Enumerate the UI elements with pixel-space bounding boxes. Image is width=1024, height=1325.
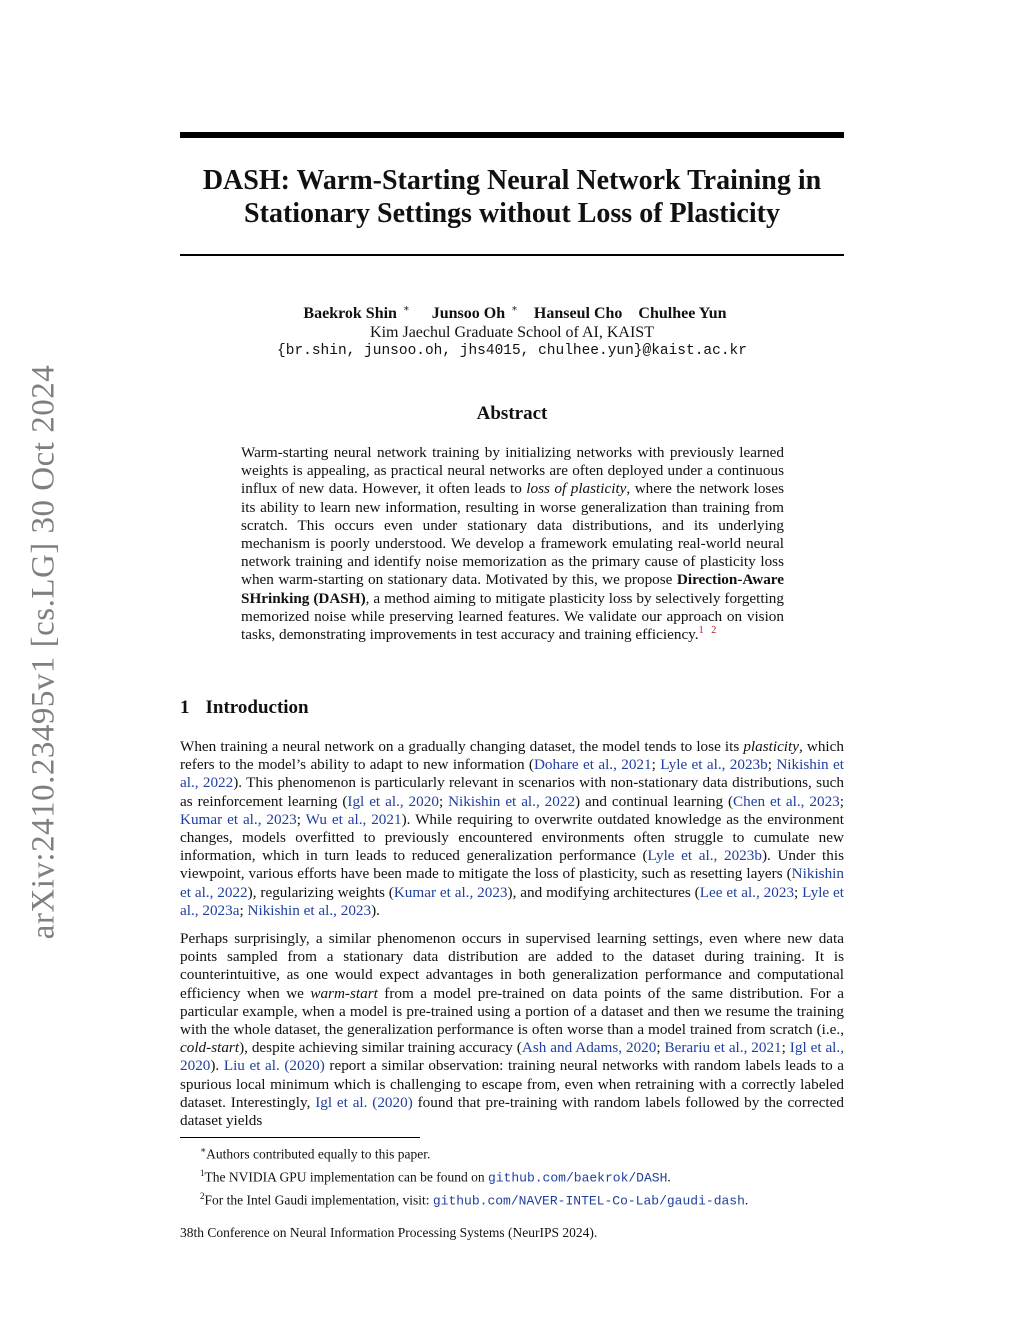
citation-link[interactable]: Nikishin et al., 2022 bbox=[448, 792, 576, 810]
title-rule-top bbox=[180, 132, 844, 138]
footnote-2: $^2$For the Intel Gaudi implementation, visit: github.com/NAVER-INTEL-Co-Lab/gaudi-dash. bbox=[200, 1191, 749, 1209]
citation-link[interactable]: Nikishin et al., 2022 bbox=[180, 756, 844, 792]
citation-link[interactable]: Igl et al., 2020 bbox=[180, 1039, 844, 1075]
citation-link[interactable]: Igl et al., 2020 bbox=[347, 792, 439, 810]
author-name: Baekrok Shin ∗ bbox=[303, 304, 410, 323]
title-line-2: Stationary Settings without Loss of Plasticity bbox=[244, 198, 780, 229]
citation-link[interactable]: Lee et al., 2023 bbox=[699, 883, 795, 901]
footnotes bbox=[200, 1141, 844, 1211]
title-rule-bottom bbox=[180, 254, 844, 256]
author-block bbox=[180, 300, 844, 361]
paper-title bbox=[180, 164, 844, 230]
citation-link[interactable]: Ash and Adams, 2020 bbox=[521, 1039, 657, 1057]
citation-link[interactable]: Chen et al., 2023 bbox=[733, 792, 840, 810]
footnote-1: $^1$The NVIDIA GPU implementation can be found on github.com/baekrok/DASH. bbox=[200, 1167, 671, 1185]
footnote-equal-contribution: ∗Authors contributed equally to this paper. bbox=[200, 1145, 431, 1162]
citation-link[interactable]: Lyle et al., 2023b bbox=[660, 756, 768, 774]
conference-venue: 38th Conference on Neural Information Processing Systems (NeurIPS 2024). bbox=[180, 1225, 598, 1240]
citation-link[interactable]: Berariu et al., 2021 bbox=[664, 1039, 782, 1057]
citation-link[interactable]: Dohare et al., 2021 bbox=[533, 756, 652, 774]
intro-paragraph-1: When training a neural network on a gradually changing dataset, the model tends to lose its plasticity, which refers to the model’s ability to adapt to new information (Dohare et al., 2021; Lyle et al., 2023b; Nikishin et al., 2022). This phenomenon is particularly relevant in scenarios with non-stationary data distributions, such as reinforcement learning (Igl et al., 2020; Nikishin et al., 2022) and continual learning (Chen et al., 2023; Kumar et al., 2023; Wu et al., 2021). While requiring to overwrite outdated knowledge as the environment changes, models overfitted to previously encountered environments often struggle to cumulate new information, which in turn leads to reduced generalization performance (Lyle et al., 2023b). Under this viewpoint, various efforts have been made to mitigate the loss of plasticity, such as resetting layers (Nikishin et al., 2022), regularizing weights (Kumar et al., 2023), and modifying architectures (Lee et al., 2023; Lyle et al., 2023a; Nikishin et al., 2023). bbox=[180, 738, 844, 919]
citation-link[interactable]: Nikishin et al., 2022 bbox=[180, 865, 844, 901]
citation-link[interactable]: Wu et al., 2021 bbox=[305, 810, 402, 828]
title-line-1: DASH: Warm-Starting Neural Network Training in bbox=[202, 165, 822, 196]
citation-link[interactable]: Kumar et al., 2023 bbox=[393, 883, 508, 901]
author-name: Chulhee Yun bbox=[638, 305, 727, 323]
method-name: Direction-Aware SHrinking (DASH) bbox=[241, 571, 784, 607]
author-name: Hanseul Cho bbox=[533, 305, 623, 323]
abstract-text: Warm-starting neural network training by initializing networks with previously learned weights is appealing, as practical neural networks are often deployed under a continuous influx of new data. However, it often leads to loss of plasticity, where the network loses its ability to learn new information, resulting in worse generalization than training from scratch. This occurs even under stationary data distributions, and its underlying mechanism is poorly understood. We develop a framework emulating real-world neural network training and identify noise memorization as the primary cause of plasticity loss when warm-starting on stationary data. Motivated by this, we propose Direction-Aware SHrinking (DASH), a method aiming to mitigate plasticity loss by selectively forgetting memorized noise while preserving learned features. We validate our approach on vision tasks, demonstrating improvements in test accuracy and training efficiency.$^1$ $^2$ bbox=[241, 444, 784, 644]
citation-link[interactable]: Lyle et al., 2023a bbox=[180, 883, 844, 919]
intro-paragraph-2: Perhaps surprisingly, a similar phenomenon occurs in supervised learning settings, even where new data points sampled from a stationary data distribution are added to the dataset during training. It is counterintuitive, as one would expect advantages in both generalization performance and computational efficiency when we warm-start from a model pre-trained on data points of the same distribution. For a particular example, when a model is pre-trained using a portion of a dataset and then we resume the training with the whole dataset, the generalization performance is often worse than a model trained from scratch (i.e., cold-start), despite achieving similar training accuracy (Ash and Adams, 2020; Berariu et al., 2021; Igl et al., 2020). Liu et al. (2020) report a similar observation: training neural networks with random labels leads to a spurious local minimum which is challenging to escape from, even when retraining with a correctly labeled dataset. Interestingly, Igl et al. (2020) found that pre-training with random labels followed by the corrected dataset yields bbox=[180, 930, 844, 1130]
arxiv-identifier-stamp: arXiv:2410.23495v1 [cs.LG] 30 Oct 2024 bbox=[25, 364, 62, 940]
citation-link[interactable]: Liu et al. (2020) bbox=[223, 1057, 325, 1075]
citation-link[interactable]: Nikishin et al., 2023 bbox=[247, 901, 372, 919]
github-link-dash[interactable]: github.com/baekrok/DASH bbox=[487, 1170, 668, 1185]
author-email: {br.shin, junsoo.oh, jhs4015, chulhee.yun}@kaist.ac.kr bbox=[277, 343, 747, 360]
section-heading-introduction: 1 Introduction bbox=[180, 697, 309, 718]
citation-link[interactable]: Kumar et al., 2023 bbox=[180, 810, 297, 828]
citation-link[interactable]: Igl et al. (2020) bbox=[315, 1093, 413, 1111]
footnote-ref-1[interactable]: 1 bbox=[698, 624, 704, 636]
author-name: Junsoo Oh ∗ bbox=[431, 304, 518, 323]
abstract-heading: Abstract bbox=[476, 403, 548, 424]
github-link-gaudi-dash[interactable]: github.com/NAVER-INTEL-Co-Lab/gaudi-dash bbox=[432, 1193, 745, 1209]
footnote-ref-2[interactable]: 2 bbox=[711, 624, 717, 636]
footnote-divider bbox=[180, 1137, 420, 1138]
author-affiliation: Kim Jaechul Graduate School of AI, KAIST bbox=[370, 324, 654, 342]
emphasis-text: loss of plasticity bbox=[526, 480, 627, 498]
citation-link[interactable]: Lyle et al., 2023b bbox=[647, 847, 762, 865]
author-names bbox=[180, 300, 844, 323]
